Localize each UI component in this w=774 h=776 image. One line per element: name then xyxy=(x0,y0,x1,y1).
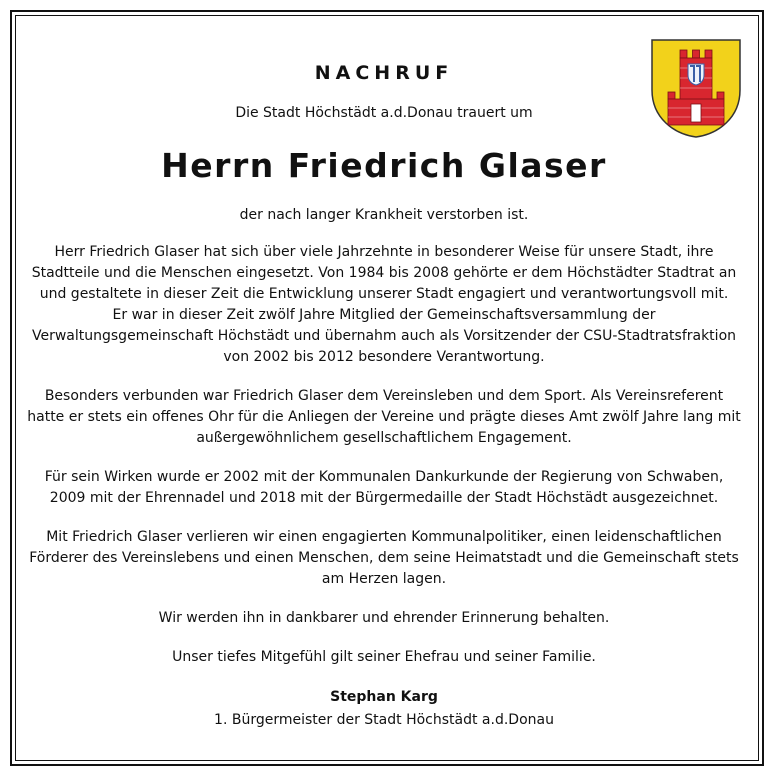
paragraph-condolence xyxy=(24,647,744,668)
signer-name: Stephan Karg xyxy=(330,689,438,705)
deceased-name: Herrn Friedrich Glaser xyxy=(161,146,607,185)
text-line: Für sein Wirken wurde er 2002 mit der Kommunalen Dankurkunde der Regierung von Schwaben, xyxy=(44,469,724,485)
paragraph-clubs xyxy=(24,386,744,449)
paragraph-career xyxy=(24,242,744,368)
text-line: Stadtteile und die Menschen eingesetzt. Von 1984 bis 2008 gehörte er dem Höchstädter Stadtrat an xyxy=(31,265,737,281)
text-line: Er war in dieser Zeit zwölf Jahre Mitglied der Gemeinschaftsversammlung der xyxy=(112,307,656,323)
text-line: und gestaltete in dieser Zeit die Entwicklung unserer Stadt engagiert und verantwortungsvoll mit. xyxy=(39,286,729,302)
paragraph-memory xyxy=(24,608,744,629)
subline: der nach langer Krankheit verstorben ist. xyxy=(239,207,529,223)
text-line: außergewöhnlichem gesellschaftlichem Engagement. xyxy=(196,430,572,446)
text-line: 2009 mit der Ehrennadel und 2018 mit der Bürgermedaille der Stadt Höchstädt ausgezeichnet. xyxy=(49,490,719,506)
obituary-content xyxy=(24,58,744,729)
text-line: am Herzen lagen. xyxy=(321,571,447,587)
text-line: Wir werden ihn in dankbarer und ehrender Erinnerung behalten. xyxy=(158,610,610,626)
text-line: Mit Friedrich Glaser verlieren wir einen engagierten Kommunalpolitiker, einen leidenschaftlichen xyxy=(46,529,722,545)
text-line: hatte er stets ein offenes Ohr für die Anliegen der Vereine und prägte dieses Amt zwölf Jahre lang mit xyxy=(27,409,741,425)
text-line: Besonders verbunden war Friedrich Glaser dem Vereinsleben und dem Sport. Als Vereinsreferent xyxy=(44,388,724,404)
intro-line: Die Stadt Höchstädt a.d.Donau trauert um xyxy=(235,105,533,121)
paragraph-honours xyxy=(24,467,744,509)
text-line: Förderer des Vereinslebens und einen Menschen, dem seine Heimatstadt und die Gemeinschaft stets xyxy=(29,550,739,566)
obituary-heading: NACHRUF xyxy=(314,62,454,84)
signer-office: 1. Bürgermeister der Stadt Höchstädt a.d.Donau xyxy=(214,712,554,728)
text-line: Unser tiefes Mitgefühl gilt seiner Ehefrau und seiner Familie. xyxy=(172,649,596,665)
text-line: Herr Friedrich Glaser hat sich über viele Jahrzehnte in besonderer Weise für unsere Stadt, ihre xyxy=(54,244,714,260)
text-line: von 2002 bis 2012 besondere Verantwortung. xyxy=(223,349,545,365)
text-line: Verwaltungsgemeinschaft Höchstädt und übernahm auch als Vorsitzender der CSU-Stadtratsfraktion xyxy=(31,328,737,344)
paragraph-loss xyxy=(24,527,744,590)
